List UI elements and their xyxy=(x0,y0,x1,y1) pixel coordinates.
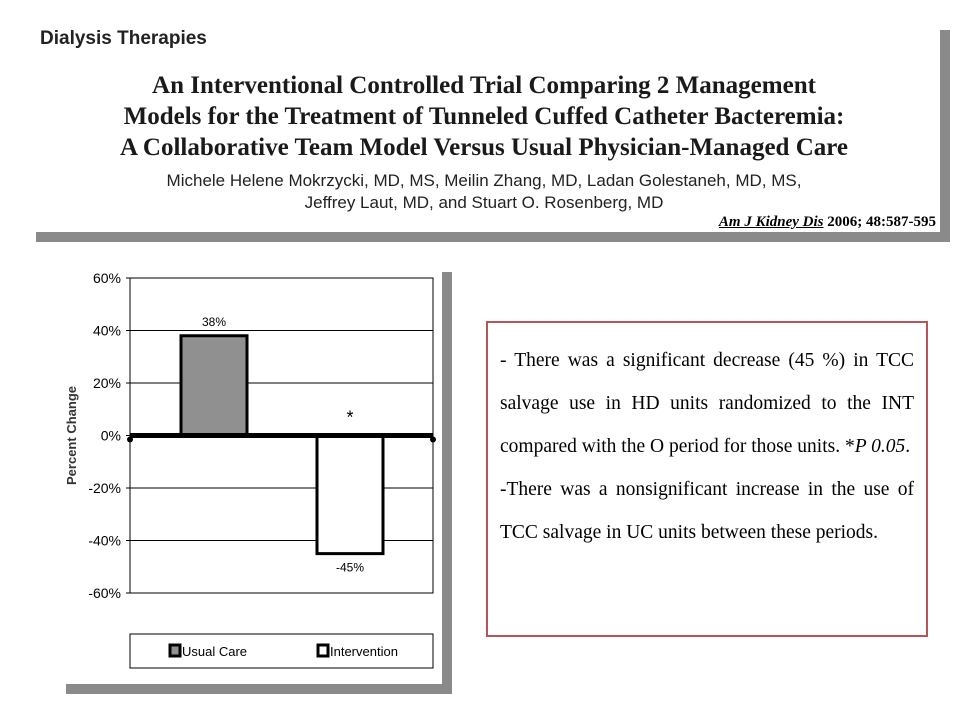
citation-journal: Am J Kidney Dis xyxy=(718,214,824,230)
title-line: An Interventional Controlled Trial Comparing 2 Management xyxy=(152,72,816,99)
data-label: 38% xyxy=(201,314,227,329)
significance-marker: * xyxy=(346,407,354,428)
y-tick-label: -20% xyxy=(88,480,121,496)
bar-chart xyxy=(56,262,442,684)
zero-line-cap xyxy=(430,437,436,443)
y-tick-label: -60% xyxy=(88,585,121,601)
bar-usual-care xyxy=(181,336,247,436)
paper-header xyxy=(28,20,940,232)
title-line: A Collaborative Team Model Versus Usual Physician-Managed Care xyxy=(119,134,849,161)
bar-intervention xyxy=(317,436,383,554)
legend-swatch xyxy=(318,645,328,656)
title-line: Models for the Treatment of Tunneled Cuffed Catheter Bacteremia: xyxy=(123,103,845,130)
finding-1-text: - There was a significant decrease (45 %) in TCC salvage use in HD units randomized to the INT compared with the O period for those units. * xyxy=(500,350,914,457)
finding-1-end: . xyxy=(905,436,911,457)
section-label: Dialysis Therapies xyxy=(40,28,207,49)
y-tick-label: 60% xyxy=(92,270,121,286)
citation-details: 2006; 48:587-595 xyxy=(823,214,936,230)
authors xyxy=(28,170,940,214)
y-tick-label: -40% xyxy=(88,532,121,549)
finding-2: -There was a nonsignificant increase in the use of TCC salvage in UC units between these periods. xyxy=(500,479,914,543)
legend-label: Usual Care xyxy=(182,644,248,659)
author-line: Michele Helene Mokrzycki, MD, MS, Meilin Zhang, MD, Ladan Golestaneh, MD, MS, xyxy=(166,171,802,190)
citation xyxy=(719,214,936,231)
data-label: -45% xyxy=(335,560,365,575)
legend-swatch xyxy=(170,645,180,656)
findings-box xyxy=(486,321,928,637)
finding-1 xyxy=(500,339,914,468)
zero-line-cap xyxy=(127,437,133,443)
y-tick-label: 40% xyxy=(92,322,121,339)
y-tick-label: 0% xyxy=(100,427,121,444)
chart-panel xyxy=(56,262,442,684)
y-tick-label: 20% xyxy=(92,375,121,391)
y-axis-label: Percent Change xyxy=(64,386,79,485)
author-line: Jeffrey Laut, MD, and Stuart O. Rosenberg, MD xyxy=(304,193,664,212)
paper-title xyxy=(28,70,940,163)
legend-label: Intervention xyxy=(330,644,398,659)
p-value: P 0.05 xyxy=(854,436,906,457)
